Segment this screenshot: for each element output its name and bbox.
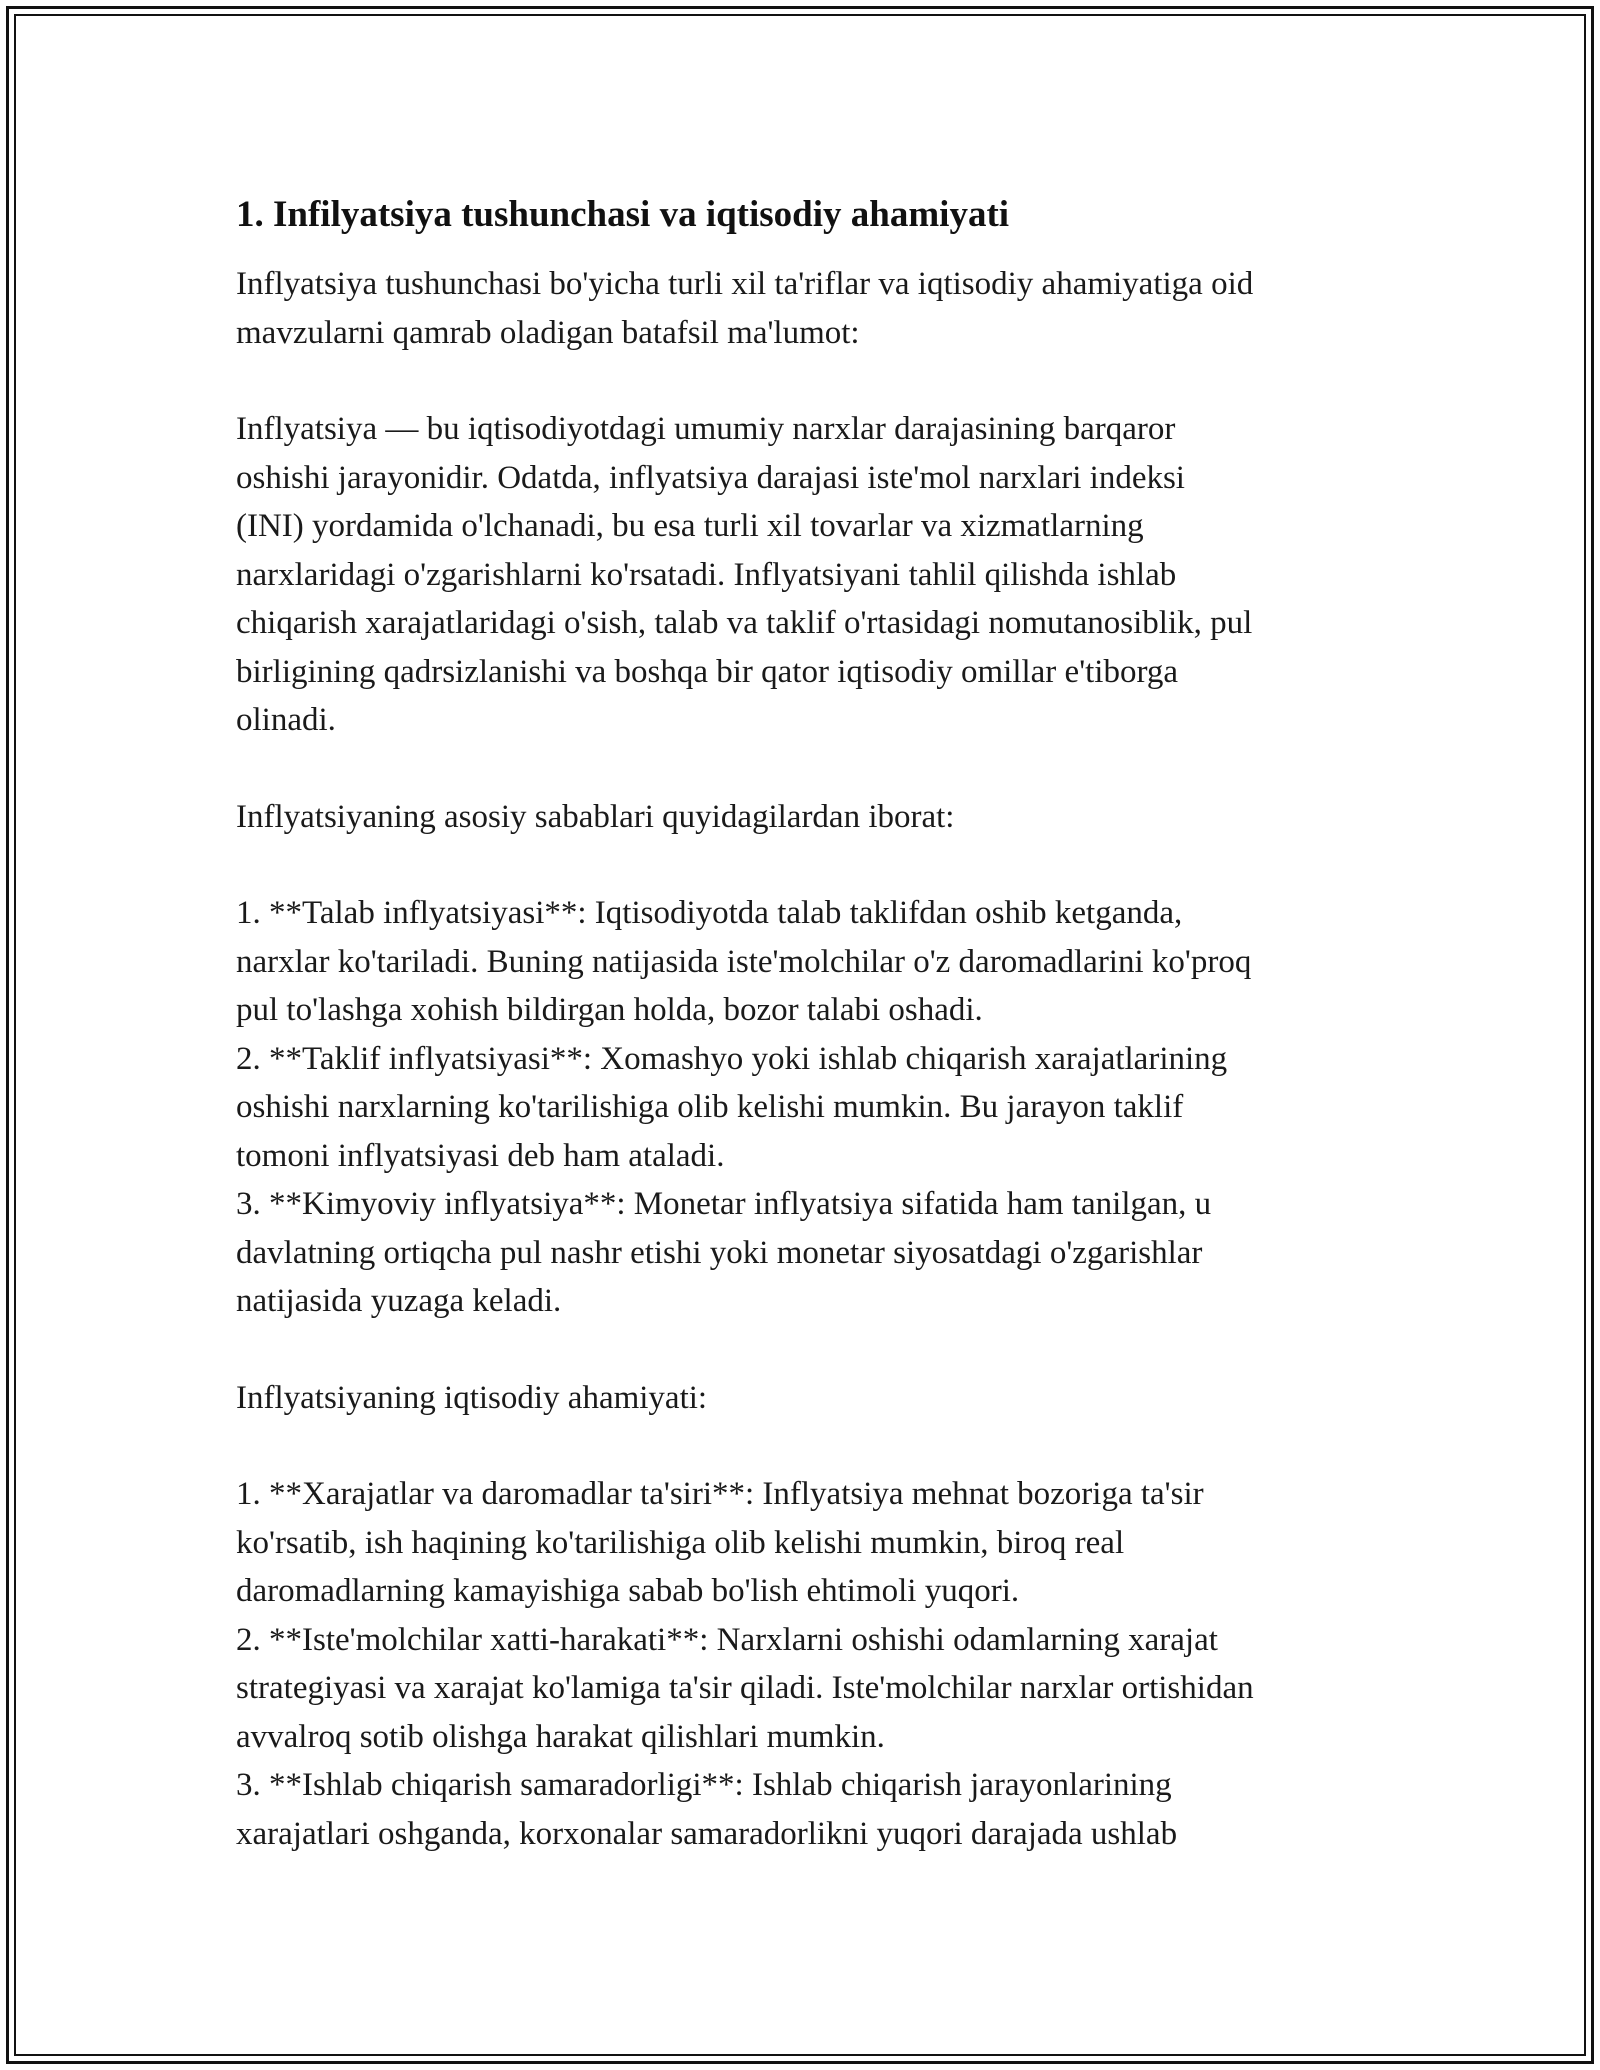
list-item: 2. **Iste'molchilar xatti-harakati**: Narxlarni oshishi odamlarning xarajat strategiyasi va xarajat ko'lamiga ta'sir qiladi. Iste'molchilar narxlar ortishidan avvalroq sotib olishga harakat qilishlari mumkin. xyxy=(236,1621,1254,1755)
intro-paragraph: Inflyatsiya tushunchasi bo'yicha turli xil ta'riflar va iqtisodiy ahamiyatiga oid mavzularni qamrab oladigan batafsil ma'lumot: xyxy=(236,266,1254,351)
document-body xyxy=(236,190,1386,1858)
list-item: 1. **Xarajatlar va daromadlar ta'siri**: Inflyatsiya mehnat bozoriga ta'sir ko'rsatib, ish haqining ko'tarilishiga olib kelishi mumkin, biroq real daromadlarning kamayishiga sabab bo'lish ehtimoli yuqori. xyxy=(236,1476,1204,1609)
section-heading: 1. Infilyatsiya tushunchasi va iqtisodiy ahamiyati xyxy=(236,194,1010,235)
list-item: 3. **Kimyoviy inflyatsiya**: Monetar inflyatsiya sifatida ham tanilgan, u davlatning ortiqcha pul nashr etishi yoki monetar siyosatdagi o'zgarishlar natijasida yuzaga keladi. xyxy=(236,1186,1212,1319)
causes-list xyxy=(236,889,1386,1326)
definition-paragraph: Inflyatsiya — bu iqtisodiyotdagi umumiy narxlar darajasining barqaror oshishi jarayonidir. Odatda, inflyatsiya darajasi iste'mol narxlari indeksi (INI) yordamida o'lchanadi, bu esa turli xil tovarlar va xizmatlarning narxlaridagi o'zgarishlarni ko'rsatadi. Inflyatsiyani tahlil qilishda ishlab chiqarish xarajatlaridagi o'sish, talab va taklif o'rtasidagi nomutanosiblik, pul birligining qadrsizlanishi va boshqa bir qator iqtisodiy omillar e'tiborga olinadi. xyxy=(236,411,1253,738)
list-item: 3. **Ishlab chiqarish samaradorligi**: Ishlab chiqarish jarayonlarining xarajatlari oshganda, korxonalar samaradorlikni yuqori darajada ushlab xyxy=(236,1767,1178,1852)
list-item: 2. **Taklif inflyatsiyasi**: Xomashyo yoki ishlab chiqarish xarajatlarining oshishi narxlarning ko'tarilishiga olib kelishi mumkin. Bu jarayon taklif tomoni inflyatsiyasi deb ham ataladi. xyxy=(236,1040,1228,1174)
list-item: 1. **Talab inflyatsiyasi**: Iqtisodiyotda talab taklifdan oshib ketganda, narxlar ko'tariladi. Buning natijasida iste'molchilar o'z daromadlarini ko'proq pul to'lashga xohish bildirgan holda, bozor talabi oshadi. xyxy=(236,895,1252,1028)
significance-title: Inflyatsiyaning iqtisodiy ahamiyati: xyxy=(236,1379,708,1416)
significance-list xyxy=(236,1470,1386,1858)
causes-title: Inflyatsiyaning asosiy sabablari quyidagilardan iborat: xyxy=(236,798,955,835)
